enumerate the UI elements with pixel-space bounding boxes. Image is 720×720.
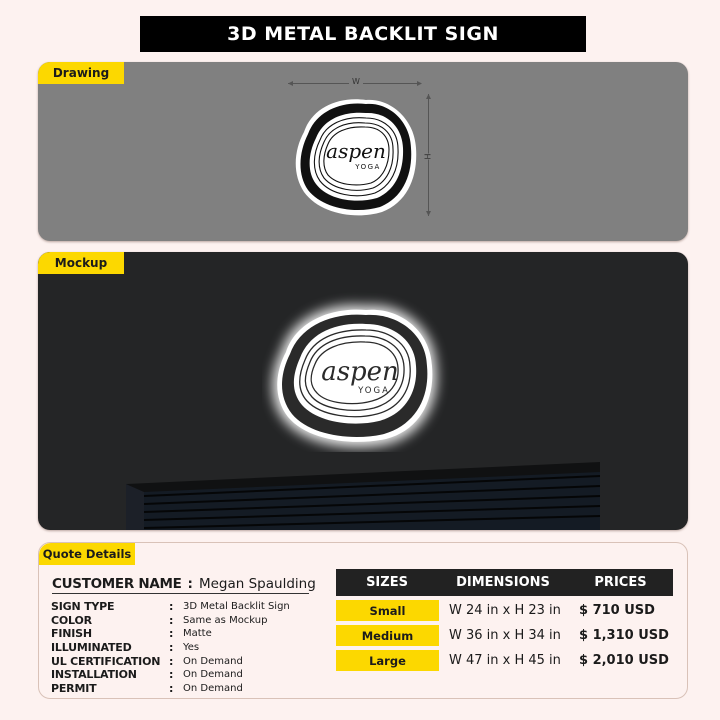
separator: : (169, 641, 174, 655)
spec-row-ul-certification (51, 654, 351, 668)
mockup-tab: Mockup (38, 252, 124, 274)
spec-label: FINISH (51, 627, 92, 641)
spec-value: Matte (183, 628, 212, 640)
customer-name-row (52, 575, 316, 594)
size-badge-medium: Medium (336, 625, 439, 646)
header-prices: PRICES (594, 575, 647, 590)
spec-row-permit (51, 682, 351, 696)
customer-name-label: CUSTOMER NAME (52, 576, 182, 592)
spec-label: INSTALLATION (51, 668, 137, 682)
separator: : (169, 600, 174, 614)
spec-value: On Demand (183, 669, 243, 681)
spec-value: Yes (183, 642, 200, 654)
customer-name-value: Megan Spaulding (198, 576, 316, 592)
separator: : (169, 681, 174, 695)
quote-details-box (38, 542, 688, 699)
height-label: H (422, 153, 432, 160)
dimensions-value: W 47 in x H 45 in (449, 653, 561, 668)
separator: : (169, 668, 174, 682)
svg-text:YOGA: YOGA (355, 163, 381, 171)
drawing-tab: Drawing (38, 62, 124, 84)
svg-text:YOGA: YOGA (358, 386, 390, 396)
size-badge-small: Small (336, 600, 439, 621)
price-table-header (336, 569, 673, 596)
width-label: W (349, 77, 363, 86)
separator: : (169, 627, 174, 641)
dimensions-value: W 24 in x H 23 in (449, 603, 561, 618)
separator: : (187, 576, 193, 592)
spec-row-finish (51, 627, 351, 641)
header-dimensions: DIMENSIONS (456, 575, 550, 590)
table-row (336, 600, 673, 621)
page-title: 3D METAL BACKLIT SIGN (140, 16, 586, 52)
svg-text:aspen: aspen (321, 357, 399, 387)
svg-text:aspen: aspen (326, 139, 386, 163)
spec-value: On Demand (183, 682, 243, 694)
dimensions-value: W 36 in x H 34 in (449, 628, 561, 643)
separator: : (169, 613, 174, 627)
table-row (336, 625, 673, 646)
spec-label: SIGN TYPE (51, 600, 115, 614)
mockup-sign-logo (262, 292, 458, 452)
spec-value: 3D Metal Backlit Sign (183, 601, 290, 613)
table-row (336, 650, 673, 671)
price-value: $ 2,010 USD (579, 653, 669, 668)
separator: : (169, 654, 174, 668)
spec-label: PERMIT (51, 681, 97, 695)
header-sizes: SIZES (366, 575, 408, 590)
price-table (336, 569, 673, 671)
wall-overhang-graphic (126, 462, 600, 530)
spec-row-color (51, 614, 351, 628)
spec-row-installation (51, 668, 351, 682)
price-value: $ 1,310 USD (579, 628, 669, 643)
spec-value: Same as Mockup (183, 614, 268, 626)
drawing-sign-logo (290, 92, 420, 218)
spec-row-sign-type (51, 600, 351, 614)
spec-label: ILLUMINATED (51, 641, 132, 655)
price-value: $ 710 USD (579, 603, 655, 618)
spec-label: COLOR (51, 613, 92, 627)
quote-details-tab: Quote Details (39, 543, 135, 565)
spec-row-illuminated (51, 641, 351, 655)
size-badge-large: Large (336, 650, 439, 671)
spec-label: UL CERTIFICATION (51, 654, 161, 668)
spec-list (51, 600, 351, 695)
spec-value: On Demand (183, 655, 243, 667)
